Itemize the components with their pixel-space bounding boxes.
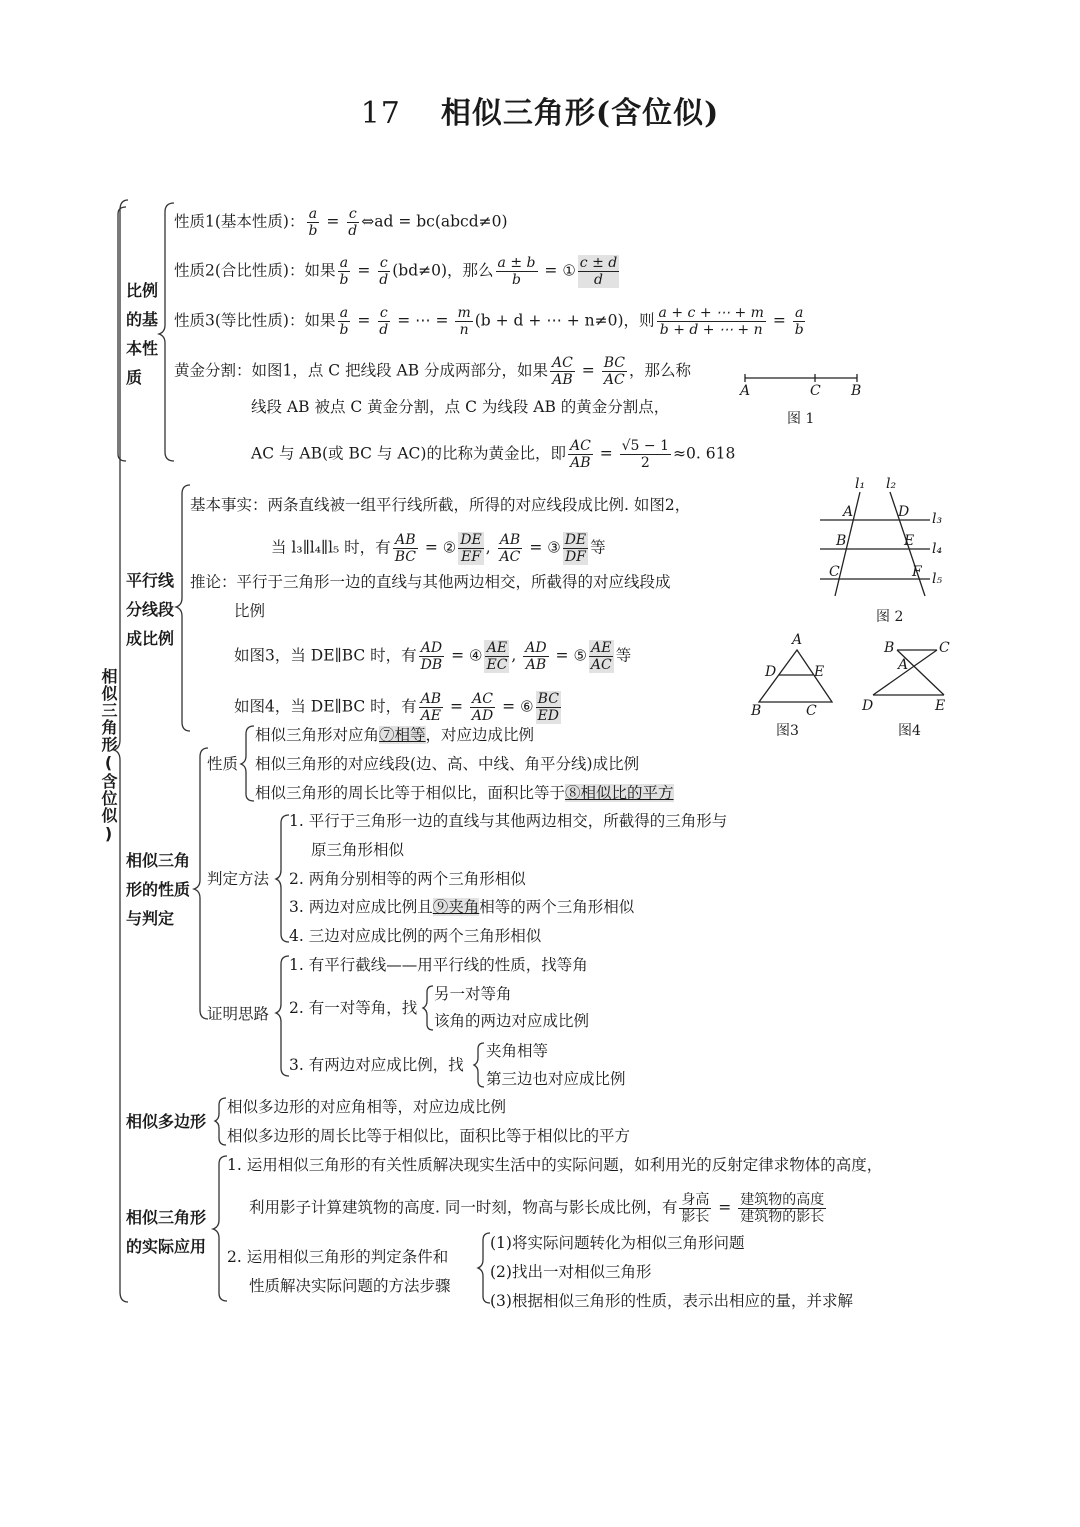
- poly-2: 相似多边形的周长比等于相似比，面积比等于相似比的平方: [227, 1127, 631, 1145]
- p3-label: 性质3(等比性质)：如果: [174, 311, 336, 330]
- blank-8: ⑧相似比的平方: [565, 784, 674, 802]
- app-1a: 1. 运用相似三角形的有关性质解决现实生活中的实际问题，如利用光的反射定律求物体的高度，: [227, 1156, 883, 1174]
- g1: 黄金分割：如图1，点 C 把线段 AB 分成两部分，如果: [174, 361, 549, 380]
- blank-5: ⑤: [573, 646, 587, 665]
- s2-when-1: 当 l₃∥l₄∥l₅ 时，有 $\frac{AB}{BC}$ = ② $\frac{DE}{EF}$ , $\frac{AB}{AC}$ = ③ $\frac{DE}{DF}$ 等: [271, 532, 606, 565]
- g1b: ，那么称: [628, 361, 691, 380]
- fig3-A: A: [792, 632, 803, 648]
- p3-mid: = ⋯ =: [397, 311, 449, 330]
- fig2-l2: l₂: [886, 476, 897, 492]
- fig4-D: D: [862, 698, 874, 714]
- judge-2: 2. 两角分别相等的两个三角形相似: [289, 870, 526, 888]
- p2-label: 性质2(合比性质)：如果: [174, 261, 336, 280]
- p3-cond: (b + d + ⋯ + n≠0)，则: [474, 311, 655, 330]
- fig3-B: B: [751, 703, 762, 719]
- s4-brace: [215, 1098, 226, 1145]
- fig1-A: A: [740, 383, 751, 399]
- s2-fig4-line: 如图4，当 DE∥BC 时，有 $\frac{AB}{AE}$ = $\frac{AC}{AD}$ = ⑥ $\frac{BC}{ED}$: [234, 691, 559, 724]
- golden-1: 黄金分割：如图1，点 C 把线段 AB 分成两部分，如果 $\frac{AC}{AB}$ = $\frac{BC}{AC}$ ，那么称: [174, 355, 691, 388]
- proof-3b: 第三边也对应成比例: [486, 1070, 626, 1088]
- figure-1: [745, 374, 857, 382]
- app-2b: 性质解决实际问题的方法步骤: [249, 1277, 451, 1295]
- s2-basic-fact: 基本事实：两条直线被一组平行线所截，所得的对应线段成比例. 如图2，: [190, 496, 691, 514]
- fig2-l1: l₁: [855, 476, 866, 492]
- judge-label: 判定方法: [207, 870, 270, 888]
- g3-end: ≈0. 618: [673, 444, 736, 463]
- blank-7: ⑦相等: [379, 726, 426, 744]
- fig2-l3: l₃: [932, 511, 943, 527]
- answer-3: $\frac{DE}{DF}$: [564, 532, 587, 565]
- proof-3: 3. 有两边对应成比例，找: [289, 1056, 464, 1074]
- fig4-E: E: [935, 698, 946, 714]
- pr2-brace: [423, 986, 433, 1030]
- s5-category: 相似三角形的实际应用: [126, 1208, 207, 1256]
- answer-4: $\frac{AE}{EC}$: [486, 640, 508, 673]
- s2-corollary-2: 比例: [234, 602, 266, 620]
- s1-property-3: 性质3(等比性质)：如果 $\frac{a}{b}$ = $\frac{c}{d}$ = ⋯ = $\frac{m}{n}$ (b + d + ⋯ + n≠0)，则 $\frac{a + c + \cdots + m}{b + d + \cdots + n}$ = $\frac{a}{b}$: [174, 305, 804, 338]
- s2-category: 平行线分线段成比例: [126, 571, 175, 648]
- p2-cond: (bd≠0)，那么: [392, 261, 494, 280]
- s1-category: 比例的基本性质: [126, 281, 159, 387]
- p1-expr: ⇔ad = bc(abcd≠0): [361, 212, 508, 231]
- answer-2: $\frac{DE}{EF}$: [460, 532, 482, 565]
- prop-label: 性质: [207, 755, 239, 773]
- judge-4: 4. 三边对应成比例的两个三角形相似: [289, 927, 542, 945]
- pr3-brace: [474, 1043, 484, 1087]
- step-1: (1)将实际问题转化为相似三角形问题: [490, 1234, 745, 1252]
- fig2-E: E: [904, 533, 915, 549]
- fig4-caption: 图4: [898, 723, 921, 739]
- s4-category: 相似多边形: [126, 1112, 207, 1131]
- fig2-D: D: [898, 504, 910, 520]
- chapter-number: 17: [360, 96, 401, 131]
- steps-brace: [478, 1233, 490, 1303]
- fig4-B: B: [884, 640, 895, 656]
- chapter-title: 相似三角形(含位似): [440, 96, 720, 131]
- blank-9: ⑨夹角: [432, 898, 480, 916]
- fig3-C: C: [806, 703, 817, 719]
- proof-2: 2. 有一对等角，找: [289, 999, 418, 1017]
- proof-3a: 夹角相等: [486, 1042, 549, 1060]
- golden-3: AC 与 AB(或 BC 与 AC)的比称为黄金比，即 $\frac{AC}{AB}$ = $\frac{√5 - 1}{2}$ ≈0. 618: [251, 438, 736, 471]
- s1-property-2: 性质2(合比性质)：如果 $\frac{a}{b}$ = $\frac{c}{d}$ (bd≠0)，那么 $\frac{a \pm b}{b}$ = ① $\frac{c \pm d}{d}$: [174, 255, 618, 288]
- s2-fig3-line: 如图3，当 DE∥BC 时，有 $\frac{AD}{DB}$ = ④ $\frac{AE}{EC}$ , $\frac{AD}{AB}$ = ⑤ $\frac{AE}{AC}$ 等: [234, 640, 632, 673]
- prop-brace: [241, 726, 254, 801]
- s1-brace-left: [118, 207, 126, 461]
- fig3-E: E: [814, 664, 825, 680]
- s2-corollary-1: 推论：平行于三角形一边的直线与其他两边相交，所截得的对应线段成: [190, 573, 671, 591]
- root-category: 相似三角形(含位似): [99, 668, 118, 844]
- blank-4: ④: [469, 646, 483, 665]
- prop-2: 相似三角形的对应线段(边、高、中线、角平分线)成比例: [255, 755, 640, 773]
- proof-brace: [276, 956, 289, 1076]
- fig2-A: A: [843, 504, 854, 520]
- poly-1: 相似多边形的对应角相等，对应边成比例: [227, 1098, 507, 1116]
- figure-4: [873, 650, 944, 695]
- fig2-B: B: [836, 533, 847, 549]
- fig4-A: A: [898, 657, 909, 673]
- blank-3: ③: [547, 538, 561, 557]
- fig2-l4: l₄: [932, 541, 943, 557]
- p1-label: 性质1(基本性质)：: [174, 212, 305, 231]
- prop-3: 相似三角形的周长比等于相似比，面积比等于⑧相似比的平方: [255, 784, 674, 802]
- blank-6: ⑥: [520, 697, 534, 716]
- fig4-C: C: [939, 640, 950, 656]
- fig3-caption: 图3: [776, 723, 799, 739]
- app-2a: 2. 运用相似三角形的判定条件和: [227, 1248, 449, 1266]
- step-3: (3)根据相似三角形的性质，表示出相应的量，并求解: [490, 1292, 853, 1310]
- judge-1a: 1. 平行于三角形一边的直线与其他两边相交，所截得的三角形与: [289, 812, 728, 830]
- g3: AC 与 AB(或 BC 与 AC)的比称为黄金比，即: [251, 444, 566, 463]
- fig1-B: B: [851, 383, 862, 399]
- proof-label: 证明思路: [207, 1005, 270, 1023]
- blank-1: ①: [562, 261, 576, 280]
- fig2-l5: l₅: [932, 571, 943, 587]
- step-2: (2)找出一对相似三角形: [490, 1263, 652, 1281]
- fig2-caption: 图 2: [876, 609, 904, 625]
- fig1-C: C: [810, 383, 821, 399]
- proof-1: 1. 有平行截线——用平行线的性质，找等角: [289, 956, 588, 974]
- golden-2: 线段 AB 被点 C 黄金分割，点 C 为线段 AB 的黄金分割点，: [251, 398, 670, 416]
- fig3-D: D: [765, 664, 777, 680]
- prop-1: 相似三角形对应角⑦相等，对应边成比例: [255, 726, 535, 744]
- proof-2a: 另一对等角: [434, 985, 512, 1003]
- judge-3: 3. 两边对应成比例且⑨夹角相等的两个三角形相似: [289, 898, 635, 916]
- fig2-C: C: [829, 564, 840, 580]
- judge-1b: 原三角形相似: [311, 841, 405, 859]
- frac-a-b: $\frac{a}{b}$: [308, 206, 318, 239]
- answer-5: $\frac{AE}{AC}$: [590, 640, 612, 673]
- app-1b: 利用影子计算建筑物的高度. 同一时刻，物高与影长成比例，有 $\frac{\text{身高}}{\text{影长}}$ = $\frac{\text{建筑物的高度}}{\text{建筑物的影长}}$: [249, 1192, 825, 1225]
- frac-c-d: $\frac{c}{d}$: [348, 206, 358, 239]
- fig1-caption: 图 1: [787, 411, 815, 427]
- s3-category: 相似三角形的性质与判定: [126, 851, 191, 928]
- proof-2b: 该角的两边对应成比例: [434, 1012, 590, 1030]
- s1-property-1: 性质1(基本性质)： $\frac{a}{b}$ = $\frac{c}{d}$ ⇔ad = bc(abcd≠0): [174, 206, 508, 239]
- judge-brace: [276, 815, 289, 942]
- fig2-F: F: [912, 564, 922, 580]
- blank-2: ②: [442, 538, 457, 557]
- answer-6: $\frac{BC}{ED}$: [537, 691, 559, 724]
- answer-1: $\frac{c \pm d}{d}$: [579, 255, 618, 288]
